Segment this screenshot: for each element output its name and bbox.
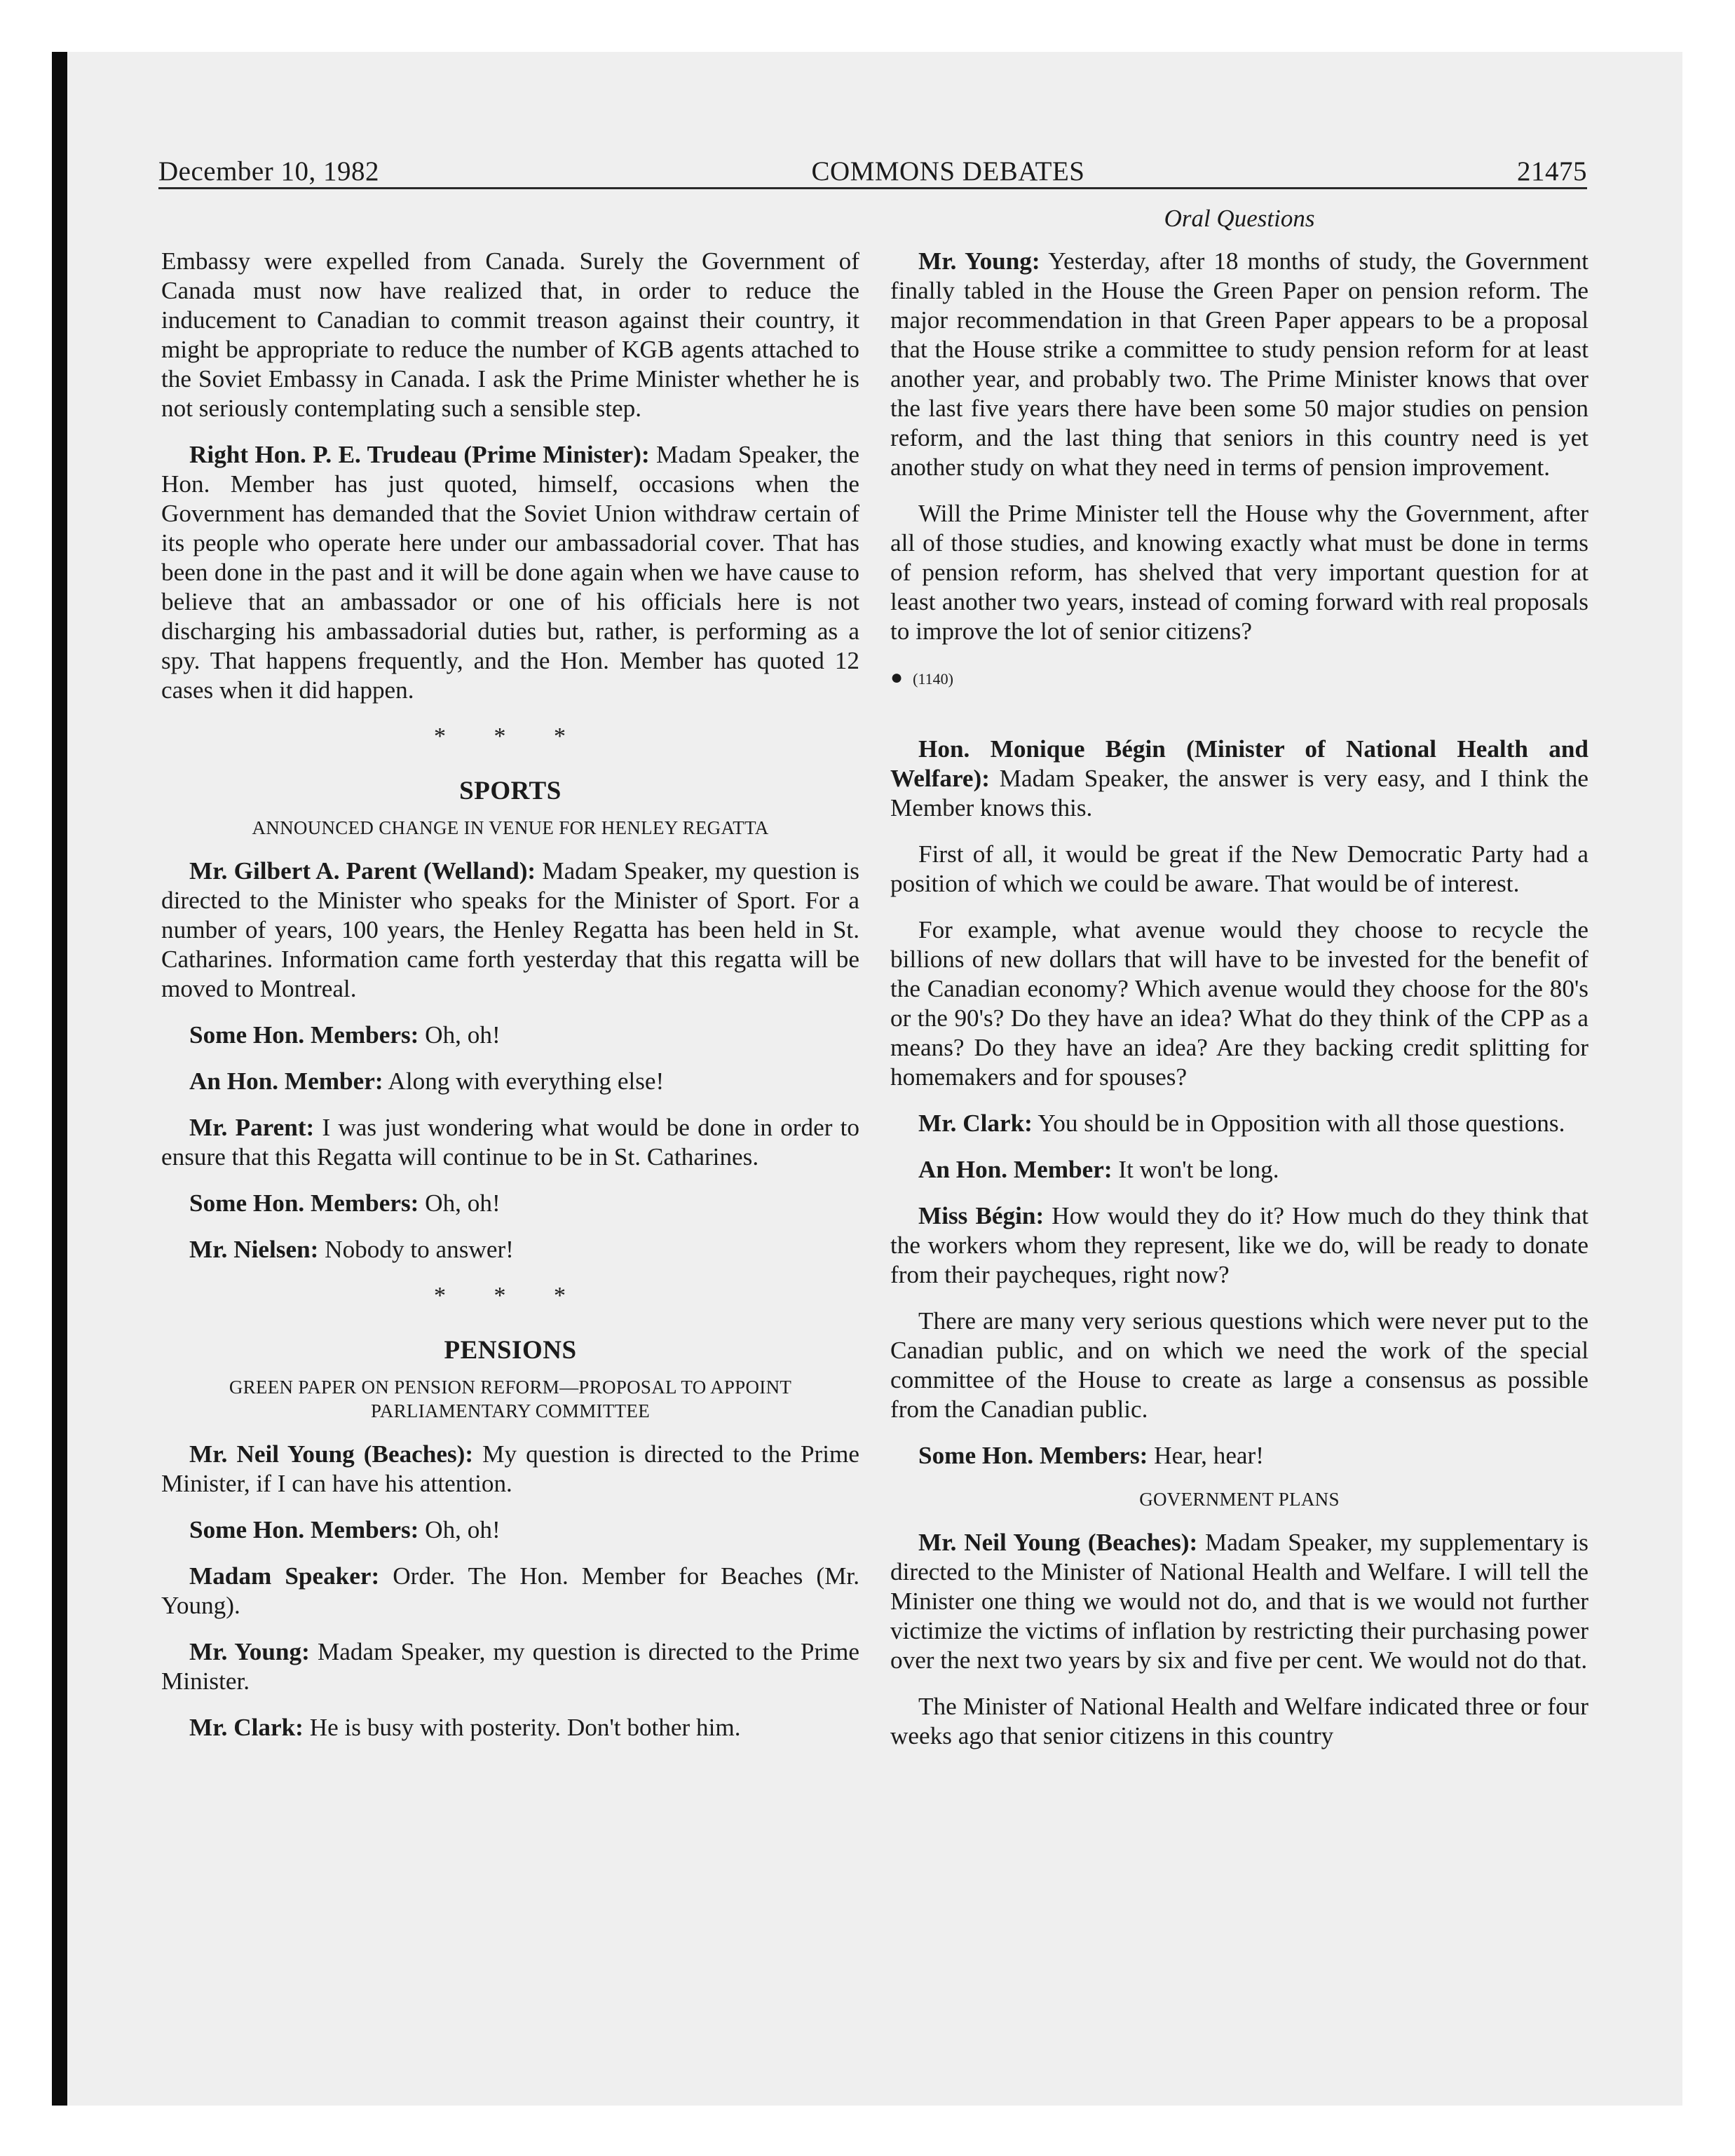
speech-text: I was just wondering what would be done in order to ensure that this Regatta will continue to be in St. Catharines. — [161, 1114, 860, 1171]
paragraph — [161, 1113, 859, 1172]
speech-text: Along with everything else! — [383, 1067, 665, 1095]
speech-text: Madam Speaker, my supplementary is directed to the Minister of National Health and Welfare. I will tell the Minister one thing we would not do, and that is we would not further victimize the victims of inflation by restricting their purchasing power over the next two years by six and five per cent. We would not do that. — [890, 1529, 1589, 1674]
time-marker — [890, 663, 1588, 694]
paragraph — [890, 1155, 1588, 1185]
speaker-name: Mr. Neil Young (Beaches): — [189, 1440, 474, 1468]
speech-text: How would they do it? How much do they think that the workers whom they represent, like we do, will be ready to donate from their paycheques, right now? — [890, 1202, 1588, 1288]
speech-text: Oh, oh! — [419, 1021, 501, 1049]
speech-text: Oh, oh! — [419, 1189, 501, 1217]
header-page-number: 21475 — [1517, 156, 1587, 186]
paragraph — [161, 857, 859, 1004]
speaker-name: Mr. Neil Young (Beaches): — [918, 1529, 1198, 1556]
paragraph — [890, 1201, 1588, 1290]
paragraph — [161, 1067, 859, 1096]
paragraph — [161, 1562, 859, 1621]
speech-text: Oh, oh! — [419, 1516, 501, 1543]
subsection-heading: GREEN PAPER ON PENSION REFORM—PROPOSAL TO APPOINT PARLIAMENTARY COMMITTEE — [229, 1377, 792, 1421]
speaker-name: Right Hon. P. E. Trudeau (Prime Minister): — [189, 441, 650, 468]
speaker-name: Mr. Clark: — [189, 1714, 304, 1741]
paragraph — [161, 1713, 859, 1742]
running-head: Oral Questions — [1164, 205, 1315, 232]
page-header — [158, 156, 1587, 187]
section-heading: PENSIONS — [444, 1336, 577, 1365]
paragraph — [161, 440, 859, 705]
paragraph: For example, what avenue would they choose to recycle the billions of new dollars that will have to be invested for the benefit of the Canadian economy? Which avenue would they choose for the 80's or the 90's? Do they have an idea? What do they think of the CPP as a means? Do they have an idea? Are they backing credit splitting for homemakers and for spouses? — [890, 916, 1588, 1091]
speaker-name: Hon. Monique Bégin (Minister of National Health and Welfare): — [890, 735, 1588, 792]
paragraph: Embassy were expelled from Canada. Surely the Government of Canada must now have realized that, in order to reduce the inducement to Canadian to commit treason against their country, it might be appropriate to reduce the number of KGB agents attached to the Soviet Embassy in Canada. I ask the Prime Minister whether he is not seriously contemplating such a sensible step. — [161, 247, 859, 422]
speech-text: Madam Speaker, my question is directed to the Prime Minister. — [161, 1638, 859, 1695]
subsection-heading: ANNOUNCED CHANGE IN VENUE FOR HENLEY REGATTA — [252, 817, 769, 838]
paragraph — [890, 1109, 1588, 1138]
speaker-name: Mr. Nielsen: — [189, 1236, 319, 1263]
speech-text: My question is directed to the Prime Minister, if I can have his attention. — [161, 1440, 859, 1497]
bullet-icon: ● — [890, 666, 904, 689]
speaker-name: Some Hon. Members: — [918, 1442, 1148, 1469]
section-separator: * * * — [434, 1283, 587, 1309]
paragraph — [890, 247, 1588, 482]
paragraph — [890, 1441, 1588, 1471]
speech-text: Madam Speaker, the Hon. Member has just quoted, himself, occasions when the Government has demanded that the Soviet Union withdraw certain of its people who operate here under our ambassadorial cover. That has been done in the past and it will be done again when we have cause to believe that an ambassador or one of his officials here is not discharging his ambassadorial duties but, rather, is performing as a spy. That happens frequently, and the Hon. Member has quoted 12 cases when it did happen. — [161, 441, 859, 704]
time-marker-text: (1140) — [913, 670, 953, 688]
subsection-heading: GOVERNMENT PLANS — [1139, 1489, 1340, 1510]
speaker-name: Madam Speaker: — [189, 1562, 380, 1590]
speaker-name: Mr. Parent: — [189, 1114, 315, 1141]
speaker-name: Mr. Young: — [918, 247, 1040, 275]
right-column — [890, 247, 1588, 1768]
paragraph — [890, 735, 1588, 823]
paragraph — [161, 1440, 859, 1499]
speech-text: Hear, hear! — [1148, 1442, 1264, 1469]
speech-text: He is busy with posterity. Don't bother him. — [303, 1714, 741, 1741]
paragraph — [161, 1189, 859, 1218]
speaker-name: Mr. Clark: — [918, 1110, 1033, 1137]
paragraph — [161, 1235, 859, 1264]
left-column — [161, 247, 859, 1759]
speaker-name: An Hon. Member: — [918, 1156, 1113, 1183]
speech-text: Yesterday, after 18 months of study, the Government finally tabled in the House the Green Paper on pension reform. The major recommendation in that Green Paper appears to be a proposal that the House strike a committee to study pension reform for at least another year, and probably two. The Prime Minister knows that over the last five years there have been some 50 major studies on pension reform, and the last thing that seniors in this country need is yet another study on what they need in terms of pension improvement. — [890, 247, 1588, 481]
speech-text: Nobody to answer! — [318, 1236, 514, 1263]
speaker-name: Some Hon. Members: — [189, 1516, 419, 1543]
header-title: COMMONS DEBATES — [811, 156, 1085, 186]
paragraph — [161, 1637, 859, 1696]
section-separator: * * * — [434, 723, 587, 749]
header-date: December 10, 1982 — [158, 156, 379, 186]
paragraph — [161, 1021, 859, 1050]
paragraph: There are many very serious questions which were never put to the Canadian public, and on which we need the work of the special committee of the House to create as large a consensus as possible from the Canadian public. — [890, 1307, 1588, 1423]
paragraph: The Minister of National Health and Welfare indicated three or four weeks ago that senior citizens in this country — [890, 1693, 1588, 1749]
speech-text: Order. The Hon. Member for Beaches (Mr. Young). — [161, 1562, 860, 1619]
speech-text: You should be in Opposition with all those questions. — [1032, 1110, 1565, 1137]
speaker-name: Miss Bégin: — [918, 1202, 1045, 1229]
header-rule — [158, 187, 1587, 189]
speech-text: Madam Speaker, the answer is very easy, and I think the Member knows this. — [890, 765, 1588, 821]
paragraph — [161, 1515, 859, 1545]
speaker-name: Some Hon. Members: — [189, 1021, 419, 1049]
paragraph: Will the Prime Minister tell the House why the Government, after all of those studies, and knowing exactly what must be done in terms of pension reform, has shelved that very important question for at least another two years, instead of coming forward with real proposals to improve the lot of senior citizens? — [890, 500, 1588, 645]
speaker-name: Some Hon. Members: — [189, 1189, 419, 1217]
paragraph — [890, 1528, 1588, 1675]
paragraph: First of all, it would be great if the New Democratic Party had a position of which we could be aware. That would be of interest. — [890, 840, 1588, 897]
speaker-name: Mr. Gilbert A. Parent (Welland): — [189, 857, 536, 885]
speech-text: It won't be long. — [1112, 1156, 1279, 1183]
speaker-name: Mr. Young: — [189, 1638, 310, 1665]
section-heading: SPORTS — [459, 777, 562, 805]
binding-edge — [52, 52, 67, 2106]
speaker-name: An Hon. Member: — [189, 1067, 383, 1095]
speech-text: Madam Speaker, my question is directed to the Minister who speaks for the Minister of Sport. For a number of years, 100 years, the Henley Regatta has been held in St. Catharines. Information came forth yesterday that this regatta will be moved to Montreal. — [161, 857, 859, 1002]
